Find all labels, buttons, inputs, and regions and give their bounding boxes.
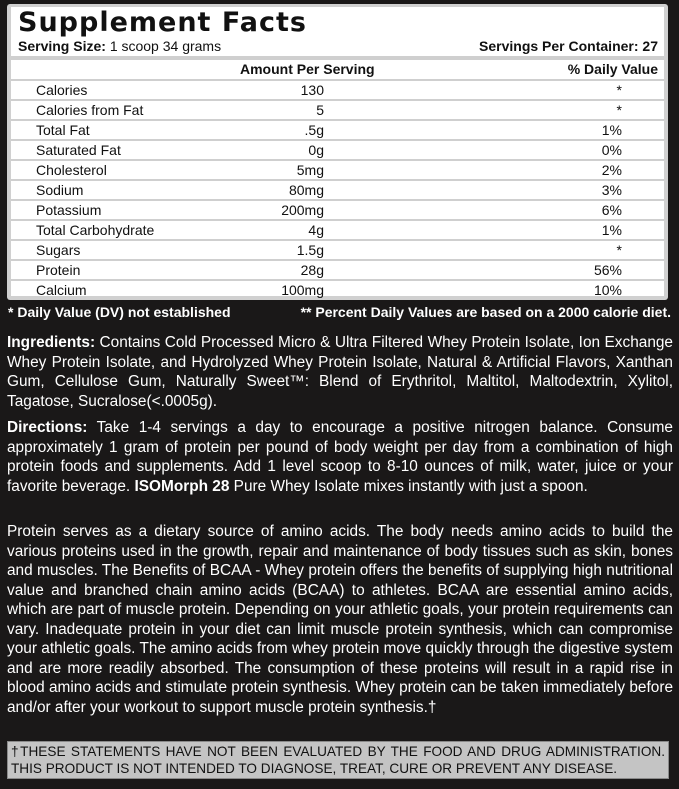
column-header-daily-value: % Daily Value: [567, 61, 658, 77]
serving-size-label: Serving Size:: [18, 38, 106, 54]
nutrient-amount: 4g: [308, 222, 324, 238]
ingredients-section: [7, 333, 673, 411]
nutrient-name: Sodium: [36, 182, 84, 198]
nutrient-name: Calories: [36, 82, 88, 98]
nutrient-name: Total Carbohydrate: [36, 222, 155, 238]
ingredients-text: Contains Cold Processed Micro & Ultra Filtered Whey Protein Isolate, Ion Exchange Whey Protein Isolate, and Hydrolyzed Whey Protein Isolate, Natural & Artificial Flavors, Xanthan Gum, Cellulose Gum, Naturally Sweet™: Blend of Erythritol, Maltitol, Maltodextrin, Xylitol, Tagatose, Sucralose(<.0005g).: [7, 334, 673, 410]
nutrient-name: Potassium: [36, 202, 102, 218]
servings-per-container-value: 27: [642, 38, 658, 54]
nutrient-daily-value: 6%: [601, 202, 622, 218]
benefits-section: [7, 522, 673, 717]
nutrient-name: Calories from Fat: [36, 102, 144, 118]
nutrient-row: [11, 199, 664, 219]
nutrient-daily-value: *: [616, 242, 622, 258]
supplement-facts-panel: [7, 4, 668, 300]
nutrient-row: [11, 279, 664, 299]
ingredients-label: Ingredients:: [7, 334, 96, 351]
nutrient-row: [11, 139, 664, 159]
serving-size-value: 1 scoop 34 grams: [109, 38, 222, 54]
nutrient-amount: 130: [300, 82, 324, 98]
directions-label: Directions:: [7, 419, 88, 436]
nutrient-amount: 0g: [308, 142, 324, 158]
nutrient-amount: 1.5g: [296, 242, 324, 258]
nutrient-amount: 5: [316, 102, 324, 118]
nutrient-amount: 100mg: [281, 282, 324, 298]
nutrient-row: [11, 99, 664, 119]
nutrient-row: [11, 259, 664, 279]
nutrient-row: [11, 239, 664, 259]
footnote-dv-not-established: * Daily Value (DV) not established: [8, 304, 231, 320]
nutrient-name: Protein: [36, 262, 81, 278]
nutrient-row: [11, 119, 664, 139]
directions-text: Take 1-4 servings a day to encourage a positive nitrogen balance. Consume approximately 1 gram of protein per pound of body weight per day from a combination of high protein foods and supplements. Add 1 level scoop to 8-10 ounces of milk, water, juice or your favorite beverage.: [7, 419, 673, 495]
nutrient-daily-value: 1%: [601, 222, 622, 238]
nutrient-amount: 28g: [300, 262, 324, 278]
nutrient-amount: 80mg: [288, 182, 324, 198]
directions-text-end: Pure Whey Isolate mixes instantly with just a spoon.: [229, 477, 588, 495]
nutrient-row: [11, 179, 664, 199]
column-header-amount: Amount Per Serving: [240, 61, 375, 77]
nutrient-daily-value: 0%: [601, 142, 622, 158]
disclaimer-text: †THESE STATEMENTS HAVE NOT BEEN EVALUATED BY THE FOOD AND DRUG ADMINISTRATION. THIS PRODUCT IS NOT INTENDED TO DIAGNOSE, TREAT, CURE OR PREVENT ANY DISEASE.: [11, 744, 665, 776]
nutrient-daily-value: 10%: [593, 282, 622, 298]
nutrient-daily-value: *: [616, 82, 622, 98]
nutrient-daily-value: *: [616, 102, 622, 118]
nutrient-row: [11, 79, 664, 99]
footnote-percent-basis: ** Percent Daily Values are based on a 2000 calorie diet.: [300, 304, 671, 320]
nutrient-name: Saturated Fat: [36, 142, 121, 158]
supplement-facts-table: [11, 7, 664, 296]
nutrient-daily-value: 3%: [601, 182, 622, 198]
facts-title: Supplement Facts: [18, 7, 307, 38]
nutrient-name: Sugars: [36, 242, 81, 258]
servings-per-container-label: Servings Per Container:: [479, 38, 639, 54]
benefits-text: Protein serves as a dietary source of amino acids. The body needs amino acids to build the various proteins used in the growth, repair and maintenance of body tissues such as skin, bones and muscles. The Benefits of BCAA - Whey protein offers the benefits of supplying high nutritional value and branched chain amino acids (BCAA) to athletes. BCAA are essential amino acids, which are part of muscle protein. Depending on your athletic goals, your protein requirements can vary. Inadequate protein in your diet can limit muscle protein synthesis, which can compromise your athletic goals. The amino acids from whey protein move quickly through the digestive system and are more readily absorbed. The consumption of these proteins will result in a rapid rise in blood amino acids and stimulate protein synthesis. Whey protein can be taken immediately before and/or after your workout to support muscle protein synthesis.†: [7, 523, 673, 716]
fda-disclaimer: [7, 741, 669, 779]
serving-size: [18, 38, 221, 54]
nutrient-amount: .5g: [304, 122, 324, 138]
product-name: ISOMorph 28: [134, 477, 230, 495]
nutrient-daily-value: 1%: [601, 122, 622, 138]
nutrient-daily-value: 56%: [593, 262, 622, 278]
nutrient-name: Cholesterol: [36, 162, 107, 178]
nutrient-row: [11, 219, 664, 239]
nutrient-rows: [11, 79, 664, 299]
nutrient-amount: 5mg: [296, 162, 324, 178]
nutrient-amount: 200mg: [281, 202, 324, 218]
nutrient-name: Total Fat: [36, 122, 90, 138]
directions-section: [7, 418, 673, 496]
nutrient-name: Calcium: [36, 282, 87, 298]
nutrient-row: [11, 159, 664, 179]
servings-per-container: [479, 38, 658, 54]
nutrient-daily-value: 2%: [601, 162, 622, 178]
